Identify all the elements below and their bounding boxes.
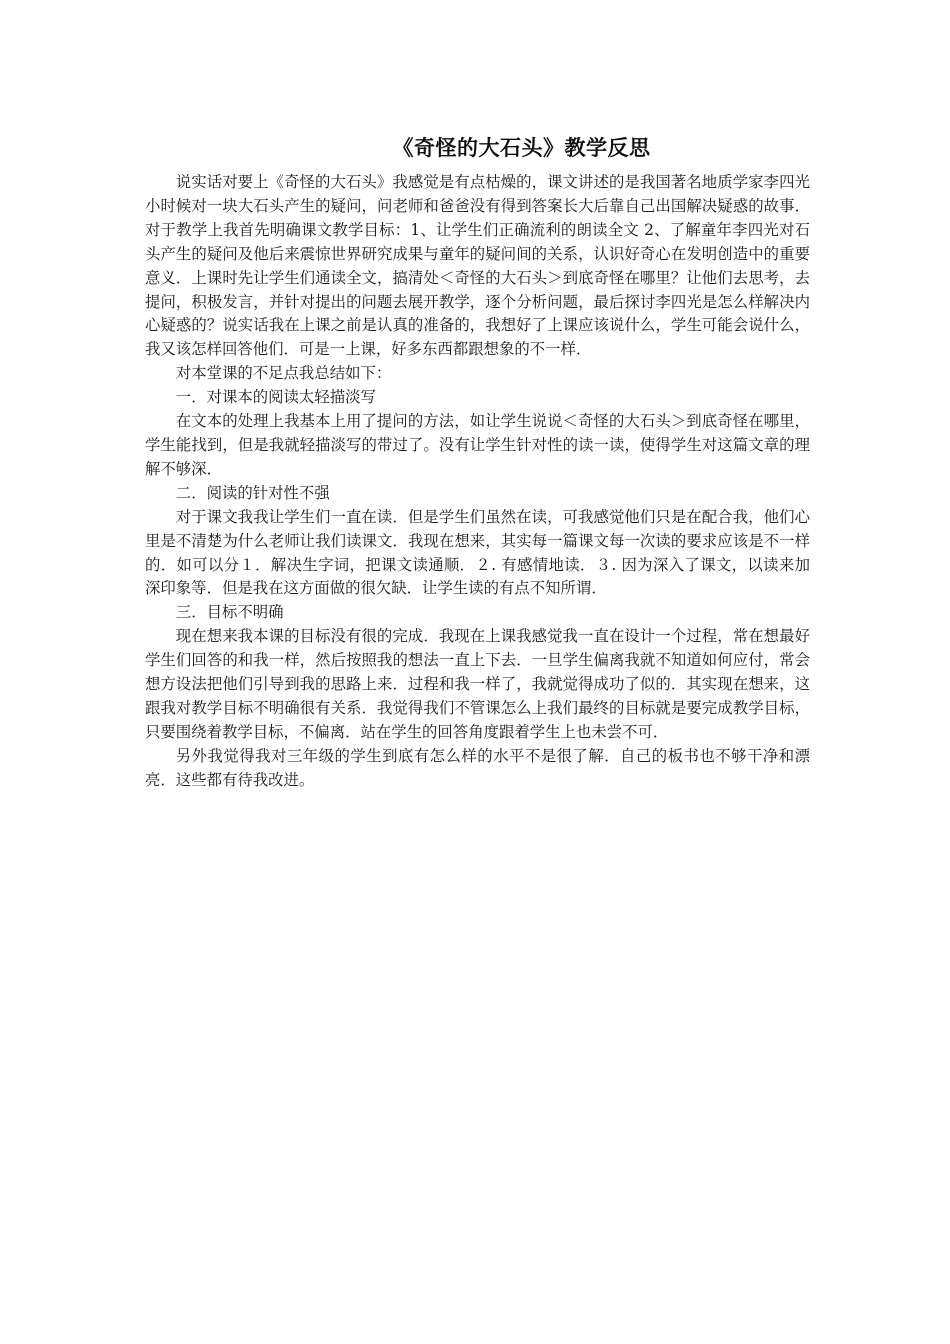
document-title: 《奇怪的大石头》教学反思 [392,136,651,160]
section-heading-2: 二．阅读的针对性不强 [175,483,330,502]
paragraph-section-3: 现在想来我本课的目标没有很的完成．我现在上课我感觉我一直在设计一个过程，常在想最好学生们回答的和我一样，然后按照我的想法一直上下去．一旦学生偏离我就不知道如何应付，常会想方设法把他们引导到我的思路上来．过程和我一样了，我就觉得成功了似的．其实现在想来，这跟我对教学目标不明确很有关系．我觉得我们不管课怎么上我们最终的目标就是要完成教学目标，只要围绕着教学目标，不偏离．站在学生的回答角度跟着学生上也未尝不可． [145,627,810,741]
section-heading-3: 三．目标不明确 [175,603,284,622]
section-heading-1: 一．对课本的阅读太轻描淡写 [175,388,376,407]
paragraph-conclusion: 另外我觉得我对三年级的学生到底有怎么样的水平不是很了解．自己的板书也不够干净和漂亮．这些都有待我改进。 [145,746,810,789]
paragraph-section-2: 对于课文我我让学生们一直在读．但是学生们虽然在读，可我感觉他们只是在配合我，他们心里是不清楚为什么老师让我们读课文．我现在想来，其实每一篇课文每一次读的要求应该是不一样的．如可以分１．解决生字词，把课文读通顺．２. 有感情地读．３. 因为深入了课文，以读来加深印象等．但是我在这方面做的很欠缺．让学生读的有点不知所谓． [145,507,810,598]
paragraph-section-1: 在文本的处理上我基本上用了提问的方法，如让学生说说＜奇怪的大石头＞到底奇怪在哪里，学生能找到，但是我就轻描淡写的带过了。没有让学生针对性的读一读，使得学生对这篇文章的理解不够深． [145,412,810,478]
document-body [145,131,810,793]
paragraph-summary-lead: 对本堂课的不足点我总结如下： [175,364,392,383]
paragraph-intro: 说实话对要上《奇怪的大石头》我感觉是有点枯燥的，课文讲述的是我国著名地质学家李四光小时候对一块大石头产生的疑问，问老师和爸爸没有得到答案长大后靠自己出国解决疑惑的故事．对于教学上我首先明确课文教学目标：1、让学生们正确流利的朗读全文 2、了解童年李四光对石头产生的疑问及他后来震惊世界研究成果与童年的疑问间的关系，认识好奇心在发明创造中的重要意义．上课时先让学生们通读全文，搞清处＜奇怪的大石头＞到底奇怪在哪里？让他们去思考，去提问，积极发言，并针对提出的问题去展开教学，逐个分析问题，最后探讨李四光是怎么样解决内心疑惑的？说实话我在上课之前是认真的准备的，我想好了上课应该说什么，学生可能会说什么，我又该怎样回答他们．可是一上课，好多东西都跟想象的不一样． [145,173,810,359]
